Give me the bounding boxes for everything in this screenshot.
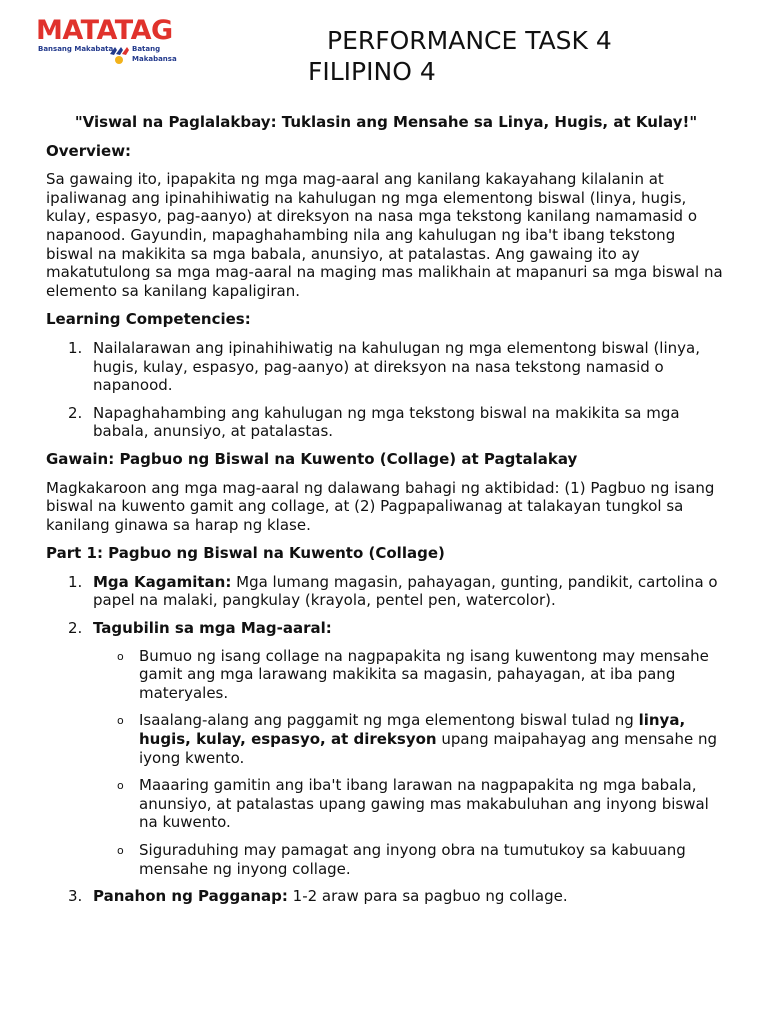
bullet-icon: o	[117, 649, 124, 663]
list-item	[46, 619, 726, 878]
sub-list-item	[93, 711, 726, 767]
list-number: 2.	[68, 403, 83, 422]
logo-tagline-right: Batang Makabansa	[132, 45, 177, 63]
logo-wordmark: MATATAG	[36, 15, 173, 46]
list-number: 1.	[68, 572, 83, 591]
gawain-heading: Gawain: Pagbuo ng Biswal na Kuwento (Collage) at Pagtalakay	[46, 449, 578, 468]
sub-item-text: Isaalang-alang ang paggamit ng mga elementong biswal tulad ng	[139, 711, 639, 730]
task-title: "Viswal na Paglalakbay: Tuklasin ang Mensahe sa Linya, Hugis, at Kulay!"	[74, 113, 698, 131]
sub-item-bold: linya, hugis, kulay, espasyo, at direksyon	[139, 711, 686, 749]
bullet-icon: o	[117, 779, 124, 793]
competencies-heading: Learning Competencies:	[46, 310, 251, 329]
overview-text: Sa gawaing ito, ipapakita ng mga mag-aaral ang kanilang kakayahang kilalanin at ipaliwanag ang ipinahihiwatig na kahulugan ng mga elementong biswal (linya, hugis, kulay, espasyo, pag-aanyo) at direksyon na nasa mga tekstong kanilang namamasid o napanood. Gayundin, mapaghahambing nila ang kahulugan ng iba't ibang tekstong biswal na makikita sa mga babala, anunsiyo, at patalastas. Ang gawaing ito ay makatutulong sa mga mag-aaral na maging mas malikhain at mapanuri sa mga biswal na elemento sa kanilang kapaligiran.	[46, 170, 723, 300]
list-item	[46, 887, 726, 906]
page-subtitle: FILIPINO 4	[308, 57, 436, 86]
bullet-icon: o	[117, 714, 124, 728]
list-number: 1.	[68, 338, 83, 357]
list-number: 2.	[68, 619, 83, 638]
logo-emblem-icon	[108, 42, 130, 66]
list-item	[46, 404, 726, 441]
competency-text: Napaghahambing ang kahulugan ng mga tekstong biswal na makikita sa mga babala, anunsiyo, at patalastas.	[93, 403, 680, 441]
part1-list	[46, 573, 726, 906]
overview-heading: Overview:	[46, 141, 132, 160]
page-title: PERFORMANCE TASK 4	[327, 26, 612, 55]
item-label: Tagubilin sa mga Mag-aaral:	[93, 619, 332, 638]
document-body	[46, 113, 726, 915]
sub-item-text: upang maipahayag ang mensahe ng iyong kwento.	[139, 730, 718, 767]
bullet-icon: o	[117, 844, 124, 857]
list-number: 3.	[68, 887, 83, 906]
sub-list-item	[93, 776, 726, 832]
list-item	[46, 339, 726, 395]
list-item	[46, 573, 726, 610]
competencies-list	[46, 339, 726, 441]
sub-item-text: Siguraduhing may pamagat ang inyong obra na tumutukoy sa kabuuang mensahe ng inyong collage.	[139, 841, 686, 878]
sub-item-text: Bumuo ng isang collage na nagpapakita ng isang kuwentong may mensahe gamit ang mga larawang makikita sa magasin, pahayagan, at iba pang materyales.	[139, 646, 709, 702]
item-text: Mga lumang magasin, pahayagan, gunting, pandikit, cartolina o papel na malaki, pangkulay (krayola, pentel pen, watercolor).	[93, 572, 718, 610]
instructions-sublist	[93, 647, 726, 879]
sub-list-item	[93, 841, 726, 878]
item-label: Panahon ng Pagganap:	[93, 887, 288, 906]
matatag-logo	[36, 16, 196, 68]
sub-item-text: Maaaring gamitin ang iba't ibang larawan na nagpapakita ng mga babala, anunsiyo, at patalastas upang gawing mas makabuluhan ang inyong biswal na kuwento.	[139, 776, 709, 832]
item-label: Mga Kagamitan:	[93, 572, 232, 591]
item-text: 1-2 araw para sa pagbuo ng collage.	[287, 887, 568, 906]
competency-text: Nailalarawan ang ipinahihiwatig na kahulugan ng mga elementong biswal (linya, hugis, kulay, espasyo, pag-aanyo) at direksyon na nasa tekstong namasid o napanood.	[93, 338, 700, 395]
gawain-text: Magkakaroon ang mga mag-aaral ng dalawang bahagi ng aktibidad: (1) Pagbuo ng isang biswal na kuwento gamit ang collage, at (2) Pagpapaliwanag at talakayan tungkol sa kanilang ginawa sa harap ng klase.	[46, 478, 715, 534]
logo-tagline-left: Bansang Makabata	[38, 45, 114, 53]
part1-heading: Part 1: Pagbuo ng Biswal na Kuwento (Collage)	[46, 544, 445, 563]
sub-list-item	[93, 647, 726, 703]
